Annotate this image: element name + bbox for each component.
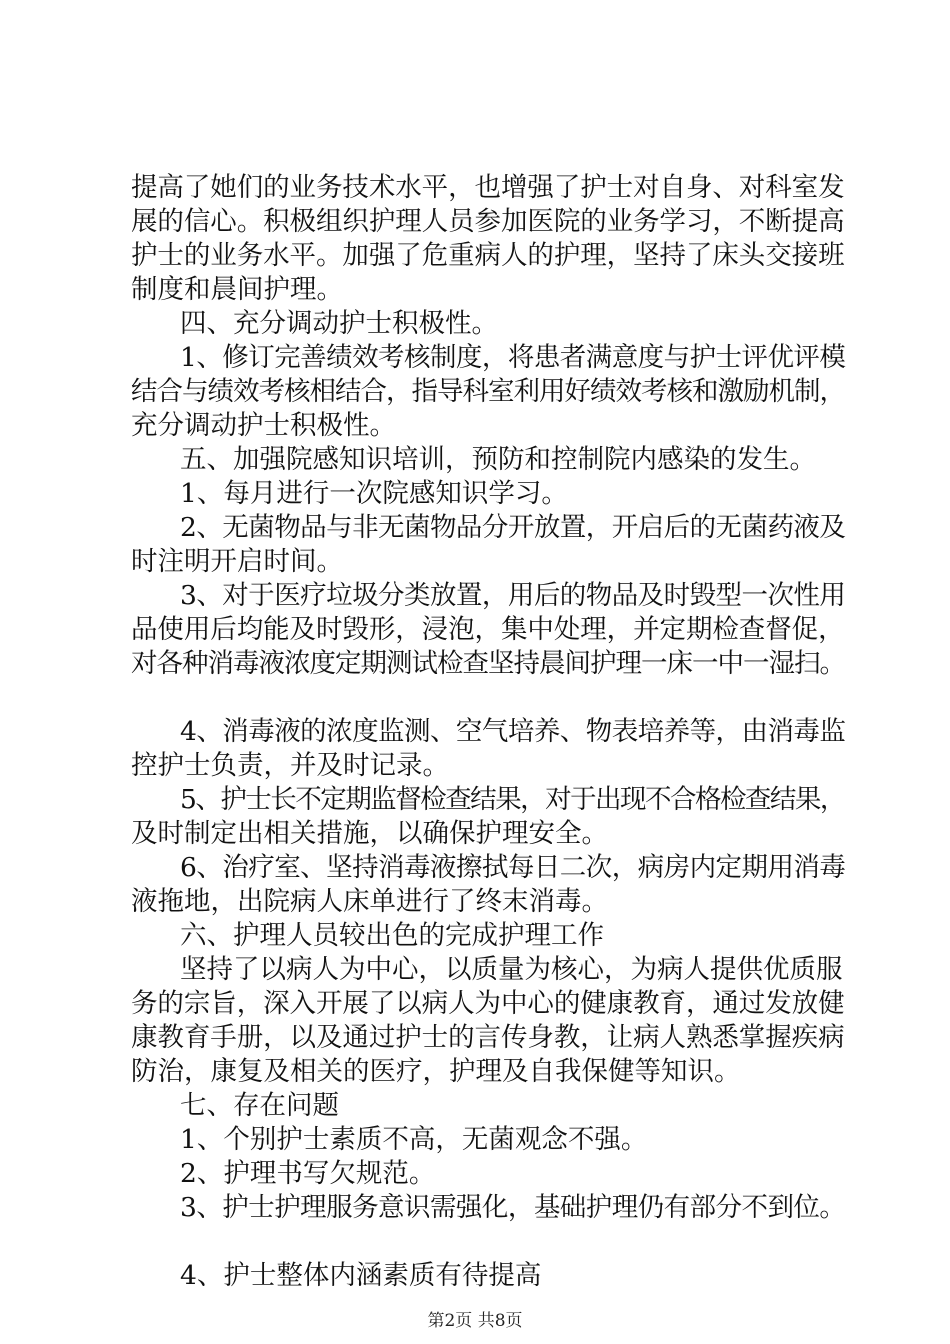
section-heading: 五、加强院感知识培训，预防和控制院内感染的发生。 (180, 444, 816, 475)
text-line: 护士的业务水平。加强了危重病人的护理，坚持了床头交接班 (131, 240, 845, 271)
text-line: 3、对于医疗垃圾分类放置，用后的物品及时毁型一次性用 (180, 580, 846, 611)
text-line: 提高了她们的业务技术水平，也增强了护士对自身、对科室发 (131, 172, 845, 203)
text-line: 对各种消毒液浓度定期测试检查坚持晨间护理一床一中一湿扫。 (131, 648, 845, 679)
text-line: 6、治疗室、坚持消毒液擦拭每日二次，病房内定期用消毒 (180, 852, 846, 883)
text-line: 5、护士长不定期监督检查结果，对于出现不合格检查结果， (180, 784, 845, 815)
text-line: 1、个别护士素质不高，无菌观念不强。 (180, 1124, 648, 1155)
text-line: 制度和晨间护理。 (131, 274, 343, 305)
text-line: 控护士负责，并及时记录。 (131, 750, 449, 781)
text-line: 4、消毒液的浓度监测、空气培养、物表培养等，由消毒监 (180, 716, 846, 747)
text-line: 液拖地，出院病人床单进行了终末消毒。 (131, 886, 608, 917)
text-line: 2、护理书写欠规范。 (180, 1158, 436, 1189)
text-line: 1、修订完善绩效考核制度，将患者满意度与护士评优评模 (180, 342, 846, 373)
text-line: 务的宗旨，深入开展了以病人为中心的健康教育，通过发放健 (131, 988, 845, 1019)
text-line: 康教育手册，以及通过护士的言传身教，让病人熟悉掌握疾病 (131, 1022, 845, 1053)
text-line: 4、护士整体内涵素质有待提高 (180, 1260, 542, 1291)
section-heading: 四、充分调动护士积极性。 (180, 308, 498, 339)
text-line: 2、无菌物品与非无菌物品分开放置，开启后的无菌药液及 (180, 512, 846, 543)
section-heading: 六、护理人员较出色的完成护理工作 (180, 920, 604, 951)
text-line: 结合与绩效考核相结合，指导科室利用好绩效考核和激励机制， (131, 376, 845, 407)
text-line: 1、每月进行一次院感知识学习。 (180, 478, 568, 509)
text-line: 坚持了以病人为中心，以质量为核心，为病人提供优质服 (180, 954, 843, 985)
text-line: 3、护士护理服务意识需强化，基础护理仍有部分不到位。 (180, 1192, 846, 1223)
text-line: 充分调动护士积极性。 (131, 410, 396, 441)
text-line: 及时制定出相关措施，以确保护理安全。 (131, 818, 608, 849)
text-line: 品使用后均能及时毁形，浸泡，集中处理，并定期检查督促， (131, 614, 845, 645)
text-line: 展的信心。积极组织护理人员参加医院的业务学习，不断提高 (131, 206, 845, 237)
text-line: 防治，康复及相关的医疗，护理及自我保健等知识。 (131, 1056, 741, 1087)
page-footer: 第2页 共8页 (427, 1311, 523, 1331)
text-line: 时注明开启时间。 (131, 546, 343, 577)
section-heading: 七、存在问题 (180, 1090, 339, 1121)
